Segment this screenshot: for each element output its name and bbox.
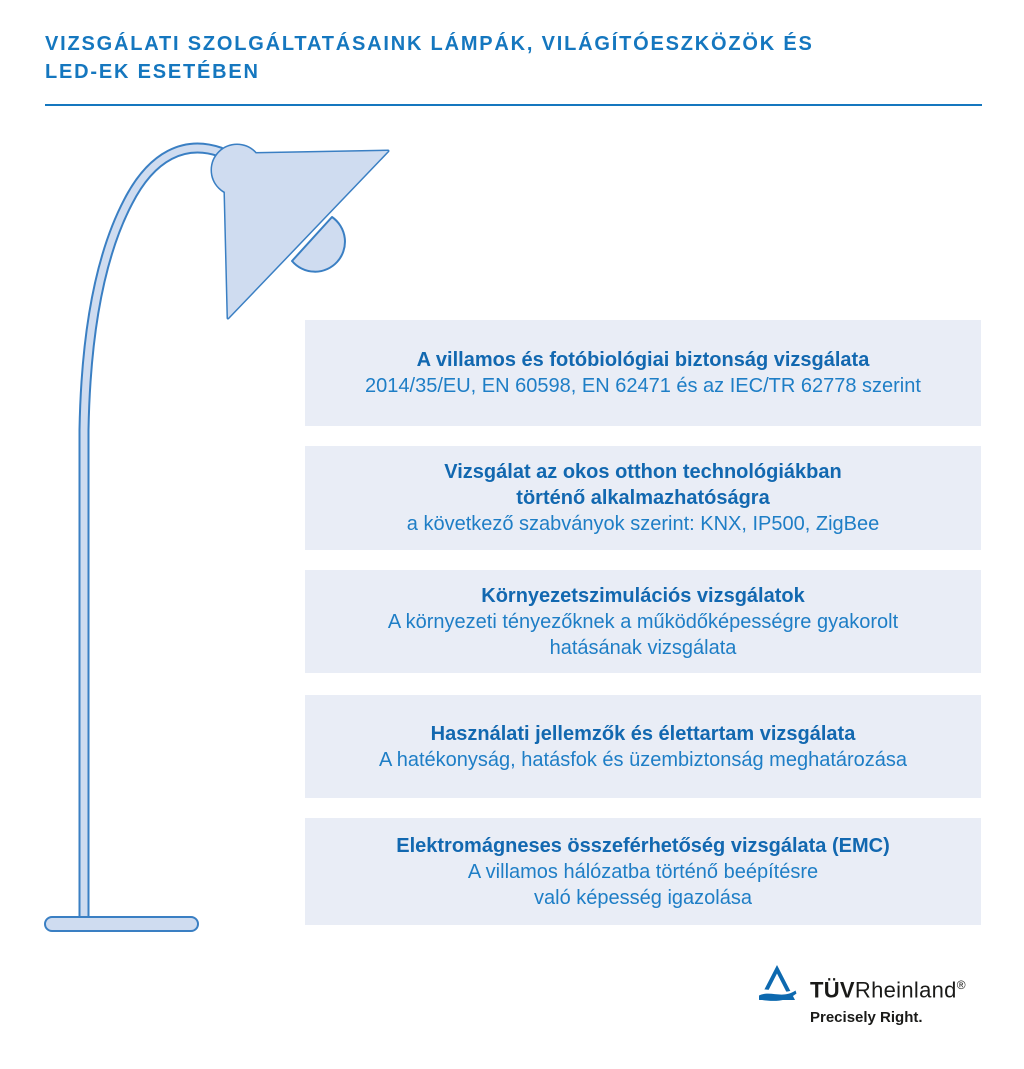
service-detail: a következő szabványok szerint: KNX, IP500, ZigBee: [406, 513, 880, 535]
logo-text: [810, 963, 966, 1026]
brand-tagline: Precisely Right.: [810, 1009, 923, 1027]
lamp-base: [45, 917, 198, 931]
service-detail: A hatékonyság, hatásfok és üzembiztonság meghatározása: [378, 748, 908, 771]
service-detail: A villamos hálózatba történő beépítésre való képesség igazolása: [467, 860, 819, 909]
service-heading: Használati jellemzők és élettartam vizsgálata: [430, 722, 856, 745]
registered-mark: ®: [956, 978, 966, 992]
service-box: [305, 695, 981, 798]
service-heading: A villamos és fotóbiológiai biztonság vizsgálata: [416, 349, 870, 371]
tuv-triangle-icon: [757, 963, 797, 1003]
service-heading: Környezetszimulációs vizsgálatok: [481, 584, 805, 607]
lamp-pole-fill: [84, 148, 220, 919]
service-box: [305, 446, 981, 550]
service-box: [305, 570, 981, 673]
brand-rheinland: Rheinland: [854, 977, 957, 1003]
service-heading: Elektromágneses összeférhetőség vizsgálata (EMC): [396, 834, 890, 857]
service-detail: A környezeti tényezőknek a működőképességre gyakorolt hatásának vizsgálata: [387, 610, 899, 659]
service-box: [305, 818, 981, 925]
service-box: [305, 320, 981, 426]
lamp-shade-fill: [224, 151, 388, 318]
service-detail: 2014/35/EU, EN 60598, EN 62471 és az IEC/TR 62778 szerint: [365, 375, 921, 397]
page-title: VIZSGÁLATI SZOLGÁLTATÁSAINK LÁMPÁK, VILÁGÍTÓESZKÖZÖK ÉS LED-EK ESETÉBEN: [45, 33, 814, 83]
brand-name: [810, 972, 966, 1003]
tuv-rheinland-logo: [757, 963, 966, 1026]
brand-tuv: TÜV: [810, 977, 855, 1003]
service-heading: Vizsgálat az okos otthon technológiákban történő alkalmazhatóságra: [444, 461, 842, 509]
